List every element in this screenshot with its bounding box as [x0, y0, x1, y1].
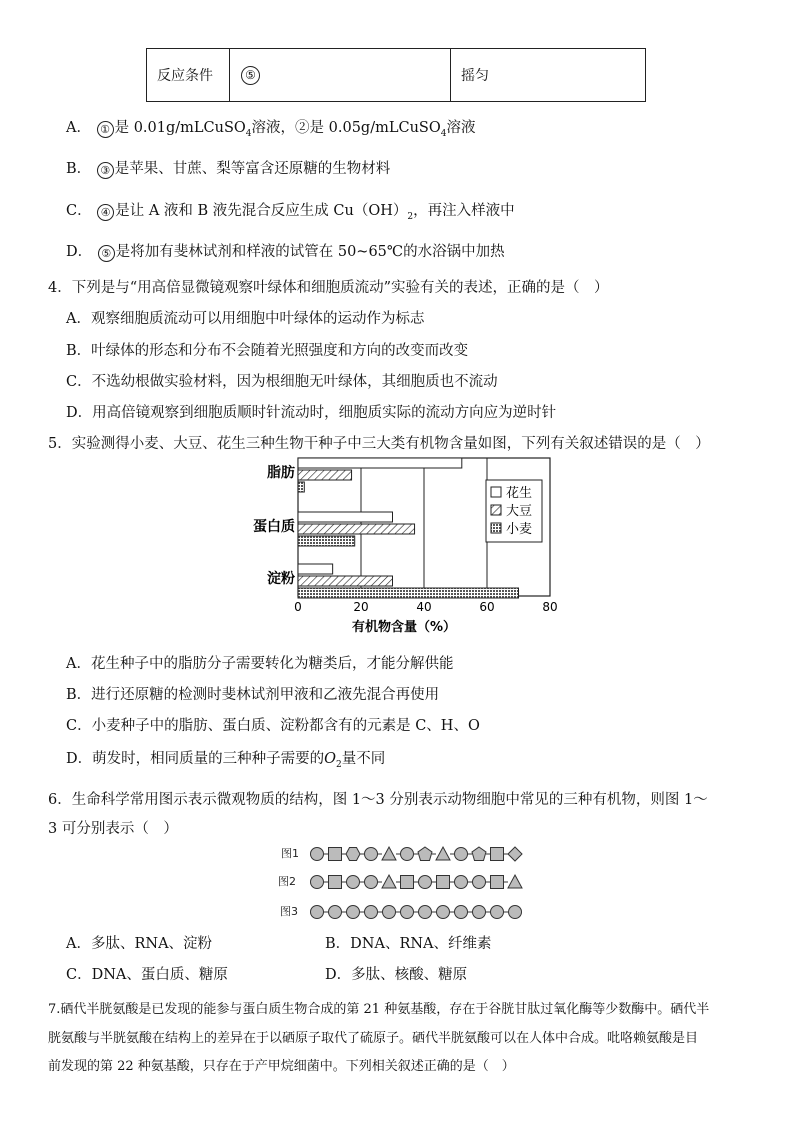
monomer-unit — [473, 876, 486, 889]
q3-option-a: A． ① 是 0.01g/mLCuSO$_4$溶液，②是 0.05g/mLCuSO$_4$溶液 — [66, 120, 476, 139]
bar-花生-脂肪 — [298, 458, 462, 468]
legend-label: 小麦 — [506, 522, 533, 537]
q4-stem: 4．下列是与“用高倍显微镜观察叶绿体和细胞质流动”实验有关的表述，正确的是（ ） — [48, 280, 609, 296]
monomer-unit — [382, 875, 396, 888]
q5-stem: 5．实验测得小麦、大豆、花生三种生物干种子中三大类有机物含量如图，下列有关叙述错误的是（ ） — [48, 436, 710, 452]
q6-stem-line2: 3 可分别表示（ ） — [48, 821, 178, 837]
bar-大豆-淀粉 — [298, 576, 393, 586]
x-axis-label: 有机物含量（%） — [351, 620, 457, 635]
x-tick-label: 40 — [416, 600, 432, 614]
monomer-unit — [311, 876, 324, 889]
monomer-unit — [508, 875, 522, 888]
x-tick-label: 60 — [479, 600, 495, 614]
monomer-unit — [347, 876, 360, 889]
table-cell-result: 摇匀 — [451, 49, 646, 102]
q7-line-3: 前发现的第 22 种氨基酸，只存在于产甲烷细菌中。下列相关叙述正确的是（ ） — [48, 1059, 515, 1074]
category-label: 蛋白质 — [253, 519, 295, 535]
monomer-unit — [365, 848, 378, 861]
q6-option-d: D．多肽、核酸、糖原 — [325, 967, 468, 983]
q3-option-c: C． ④ 是让 A 液和 B 液先混合反应生成 $Cu(OH)_2$，再注入样液中 — [66, 203, 515, 222]
q3-option-b: B． ③ 是苹果、甘蔗、梨等富含还原糖的生物材料 — [66, 161, 391, 177]
figure-label-1: 图1 — [281, 847, 299, 860]
legend-swatch — [491, 487, 501, 497]
monomer-unit — [455, 848, 468, 861]
table-cell-label: 反应条件 — [147, 49, 230, 102]
monomer-unit — [455, 906, 468, 919]
monomer-unit — [472, 847, 486, 861]
monomer-unit — [365, 906, 378, 919]
q5-option-d: D．萌发时，相同质量的三种种子需要的$O_2$量不同 — [66, 751, 386, 770]
bar-花生-淀粉 — [298, 564, 333, 574]
x-tick-label: 20 — [353, 600, 369, 614]
monomer-unit — [419, 906, 432, 919]
monomer-unit — [508, 847, 522, 861]
q6-stem-line1: 6．生命科学常用图示表示微观物质的结构，图 1～3 分别表示动物细胞中常见的三种有机物，则图 1～ — [48, 792, 708, 808]
category-label: 脂肪 — [267, 465, 295, 481]
q4-option-a: A．观察细胞质流动可以用细胞中叶绿体的运动作为标志 — [66, 311, 425, 327]
q4-option-d: D．用高倍镜观察到细胞质顺时针流动时，细胞质实际的流动方向应为逆时针 — [66, 405, 557, 421]
q6-option-a: A．多肽、RNA、淀粉 — [66, 936, 213, 952]
bar-花生-蛋白质 — [298, 512, 393, 522]
monomer-unit — [491, 848, 504, 861]
legend-label: 大豆 — [506, 504, 533, 519]
table-cell-circled: ⑤ — [230, 49, 451, 102]
q4-option-c: C．不选幼根做实验材料，因为根细胞无叶绿体，其细胞质也不流动 — [66, 374, 498, 390]
monomer-unit — [383, 906, 396, 919]
q7-line-1: 7.硒代半胱氨酸是已发现的能参与蛋白质生物合成的第 21 种氨基酸，存在于谷胱甘肽过氧化酶等少数酶中。硒代半 — [48, 1002, 710, 1017]
monomer-unit — [437, 876, 450, 889]
bar-小麦-脂肪 — [298, 482, 304, 492]
q3-option-d: D． ⑤ 是将加有斐林试剂和样液的试管在 50~65℃的水浴锅中加热 — [66, 244, 505, 260]
figure-label-3: 图3 — [280, 905, 298, 918]
q5-option-a: A．花生种子中的脂肪分子需要转化为糖类后，才能分解供能 — [66, 656, 454, 672]
category-label: 淀粉 — [267, 571, 295, 587]
condition-table — [146, 48, 646, 102]
monomer-unit — [401, 906, 414, 919]
bar-小麦-蛋白质 — [298, 536, 355, 546]
monomer-unit — [365, 876, 378, 889]
monomer-unit — [382, 847, 396, 860]
legend-swatch — [491, 523, 501, 533]
bar-大豆-蛋白质 — [298, 524, 415, 534]
monomer-unit — [473, 906, 486, 919]
monomer-unit — [418, 847, 432, 861]
q5-option-c: C．小麦种子中的脂肪、蛋白质、淀粉都含有的元素是 C、H、O — [66, 718, 480, 734]
q7-line-2: 胱氨酸与半胱氨酸在结构上的差异在于以硒原子取代了硫原子。硒代半胱氨酸可以在人体中合成。吡咯赖氨酸是目 — [48, 1031, 699, 1046]
monomer-unit — [491, 876, 504, 889]
x-tick-label: 0 — [294, 600, 302, 614]
q6-option-b: B．DNA、RNA、纤维素 — [325, 936, 492, 952]
q4-option-b: B．叶绿体的形态和分布不会随着光照强度和方向的改变而改变 — [66, 343, 469, 359]
legend-swatch — [491, 505, 501, 515]
q6-option-c: C．DNA、蛋白质、糖原 — [66, 967, 228, 983]
bar-小麦-淀粉 — [298, 588, 519, 598]
monomer-unit — [329, 876, 342, 889]
molecule-structure-figure — [275, 840, 525, 930]
monomer-unit — [401, 848, 414, 861]
monomer-unit — [437, 906, 450, 919]
monomer-unit — [436, 847, 450, 860]
monomer-unit — [509, 906, 522, 919]
q5-option-b: B．进行还原糖的检测时斐林试剂甲液和乙液先混合再使用 — [66, 687, 440, 703]
table-row — [147, 49, 646, 102]
monomer-unit — [311, 848, 324, 861]
monomer-unit — [401, 876, 414, 889]
monomer-unit — [419, 876, 432, 889]
monomer-unit — [347, 906, 360, 919]
legend-label: 花生 — [506, 486, 533, 501]
monomer-unit — [491, 906, 504, 919]
bar-大豆-脂肪 — [298, 470, 352, 480]
monomer-unit — [329, 848, 342, 861]
monomer-unit — [311, 906, 324, 919]
monomer-unit — [455, 876, 468, 889]
organic-content-chart — [250, 452, 560, 642]
figure-label-2: 图2 — [278, 875, 296, 888]
monomer-unit — [329, 906, 342, 919]
x-tick-label: 80 — [542, 600, 558, 614]
monomer-unit — [346, 848, 360, 861]
